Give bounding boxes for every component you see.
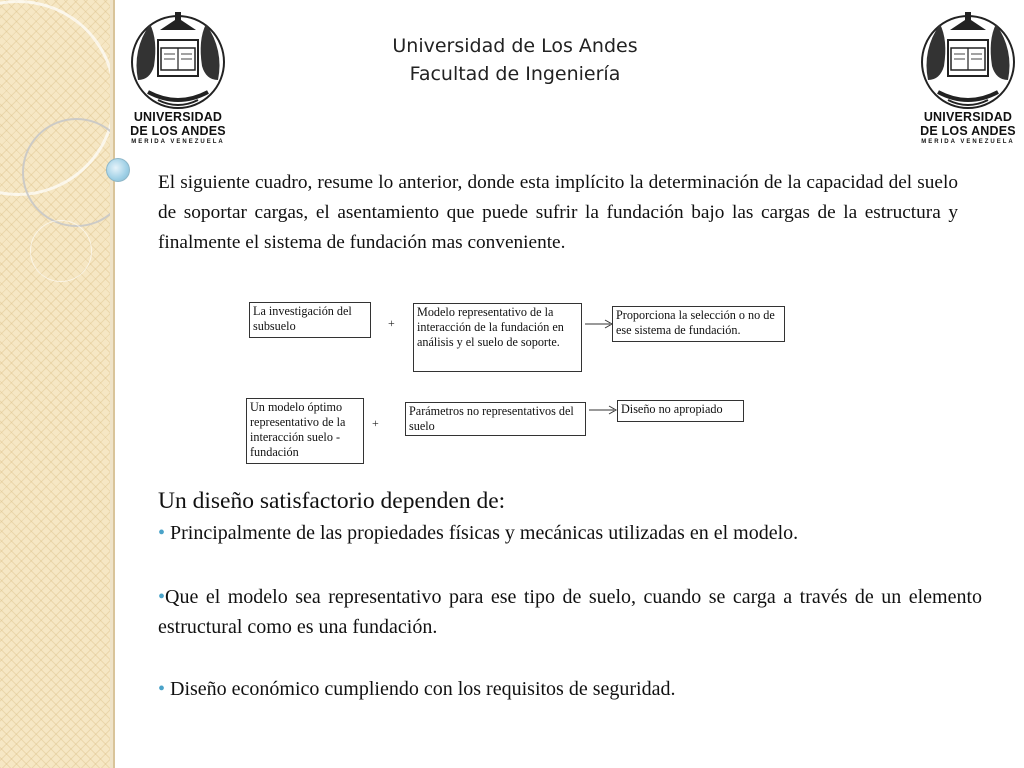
diagram-row2-box2: Parámetros no representativos del suelo	[405, 402, 586, 436]
logo-name-line1: UNIVERSIDAD	[133, 110, 223, 124]
bullet-text: Principalmente de las propiedades físicas y mecánicas utilizadas en el modelo.	[170, 522, 799, 544]
logo-location: MERIDA VENEZUELA	[131, 139, 225, 145]
university-logo-left	[128, 10, 228, 155]
intro-paragraph: El siguiente cuadro, resume lo anterior, donde esta implícito la determinación de la capacidad del suelo de soportar cargas, el asentamiento que puede sufrir la fundación bajo las cargas de la estructura y finalmente el sistema de fundación mas conveniente.	[158, 172, 958, 253]
diagram-row2-box3: Diseño no apropiado	[617, 400, 744, 422]
diagram-row2-plus: +	[372, 416, 379, 430]
band-edge	[110, 0, 113, 768]
arrow-right-icon	[584, 318, 614, 330]
logo-name-line1: UNIVERSIDAD	[923, 110, 1013, 124]
logo-name-line2: DE LOS ANDES	[920, 124, 1016, 138]
bullet-item	[158, 582, 982, 642]
header-faculty: Facultad de Ingeniería	[409, 63, 621, 85]
header-university: Universidad de Los Andes	[392, 35, 638, 57]
university-logo-right	[918, 10, 1018, 155]
diagram-row1-box1: La investigación del subsuelo	[249, 302, 371, 338]
decorative-side-band	[0, 0, 115, 768]
decorative-ring	[30, 220, 92, 282]
university-seal-icon	[128, 10, 228, 110]
bullet-icon: •	[158, 678, 166, 700]
diagram-row1-plus: +	[388, 316, 395, 330]
bullet-icon: •	[158, 522, 166, 544]
diagram-row1-box2: Modelo representativo de la interacción de la fundación en análisis y el suelo de soporte.	[413, 303, 582, 372]
decorative-ring	[22, 118, 115, 227]
decorative-dot	[106, 158, 130, 182]
diagram-row2-box1: Un modelo óptimo representativo de la interacción suelo - fundación	[246, 398, 364, 464]
section-heading: Un diseño satisfactorio dependen de:	[158, 488, 506, 514]
logo-location: MERIDA VENEZUELA	[921, 139, 1015, 145]
bullet-icon: •	[158, 586, 166, 608]
page-header	[300, 32, 730, 88]
university-seal-icon	[918, 10, 1018, 110]
logo-name-line2: DE LOS ANDES	[130, 124, 226, 138]
bullet-text: Que el modelo sea representativo para ese tipo de suelo, cuando se carga a través de un elemento estructural como es una fundación.	[158, 586, 982, 638]
diagram-row1-box3: Proporciona la selección o no de ese sistema de fundación.	[612, 306, 785, 342]
arrow-right-icon	[588, 404, 618, 416]
bullet-text: Diseño económico cumpliendo con los requisitos de seguridad.	[170, 678, 676, 700]
bullet-item	[158, 518, 982, 548]
bullet-item	[158, 674, 982, 704]
